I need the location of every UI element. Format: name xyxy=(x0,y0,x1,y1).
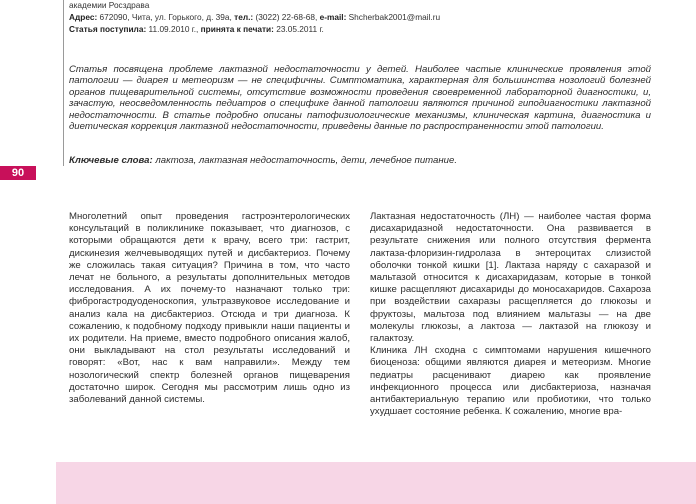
email-label: e-mail: xyxy=(319,11,347,22)
paragraph: Лактазная недостаточность (ЛН) — наиболее частая форма дисахаридазной недостаточности. Она развивается в результате снижения или полного отсутствия фермента лактаза-флоризин-гидролаза в энтероцитах слизистой оболочки тонкой кишки [1]. Лактаза наряду с сахаразой и мальтазой относится к дисахаридазам, которые в тонкой кишке расщепляют дисахариды до моносахаридов. Сахароза при воздействии сахаразы расщепляется до глюкозы и фруктозы, мальтоза под влиянием мальтазы — на две молекулы глюкозы, а лактоза — лактазой на глюкозу и галактозу. xyxy=(370,211,651,345)
accepted-date: 23.05.2011 г. xyxy=(273,23,324,34)
keywords-text: лактоза, лактазная недостаточность, дети, лечебное питание. xyxy=(152,155,458,166)
dates-line xyxy=(69,24,669,36)
page-number: 90 xyxy=(0,166,36,180)
address-label: Адрес: xyxy=(69,11,98,22)
address-line xyxy=(69,12,669,24)
address-value: 672090, Чита, ул. Горького, д. 39а, xyxy=(97,11,235,22)
footer-band xyxy=(56,462,696,504)
tel-value: (3022) 22-68-68, xyxy=(253,11,320,22)
accepted-label: принята к печати: xyxy=(200,23,274,34)
body-column-left xyxy=(69,211,350,406)
paragraph: Клиника ЛН сходна с симптомами нарушения кишечного биоценоза: общими являются диарея и метеоризм. Многие педиатры расценивают диарею как проявление инфекционного процесса или дисбактериоза, назначая антибактериальную терапию или пробиотики, что только ухудшает состояние ребенка. К сожалению, многие вра- xyxy=(370,345,651,418)
tel-label: тел.: xyxy=(234,11,254,22)
body-column-right xyxy=(370,211,651,418)
received-date: 11.09.2010 г., xyxy=(146,23,201,34)
article-info xyxy=(69,0,669,35)
paragraph: Многолетний опыт проведения гастроэнтерологических консультаций в поликлинике показывает, что диагнозов, с которыми обращаются дети к врачу, всего три: гастрит, дискинезия желчевыводящих путей и дисбактериоз. Почему же сложилась такая ситуация? Причина в том, что часто лечат не больного, а результаты дополнительных методов исследования. А их почему-то назначают только три: фиброгастродуоденоскопия, ультразвуковое исследование и анализ кала на дисбактериоз. Отсюда и три диагноза. К сожалению, к подобному подходу привыкли наши пациенты и их родители. На приеме, вместо подробного описания жалоб, они выкладывают на стол результаты исследований и говорят: «Вот, нас к вам направили». Между тем нозологический спектр болезней органов пищеварения достаточно широк. Сегодня мы рассмотрим лишь одно из заболеваний данной системы. xyxy=(69,211,350,406)
margin-rule xyxy=(63,0,64,166)
email-value[interactable]: Shcherbak2001@mail.ru xyxy=(346,11,441,22)
received-label: Статья поступила: xyxy=(69,23,147,34)
abstract: Статья посвящена проблеме лактазной недостаточности у детей. Наиболее частые клинические проявления этой патологии — диарея и метеоризм — не специфичны. Симптоматика, характерная для большинства нозологий болезней органов пищеварительной системы, отсутствие возможности проведения своевременной лабораторной диагностики, и, зачастую, неосведомленность педиатров о специфике данной патологии являются причиной гиподиагностики лактазной недостаточности. В статье подробно описаны патофизиологические механизмы, клиническая картина, диагностика и диетическая коррекция лактазной недостаточности, приведены данные по распространенности этой патологии. xyxy=(69,64,651,133)
keywords-label: Ключевые слова: xyxy=(69,155,153,166)
affiliation-line: академии Росздрава xyxy=(69,0,150,10)
keywords xyxy=(69,155,651,167)
